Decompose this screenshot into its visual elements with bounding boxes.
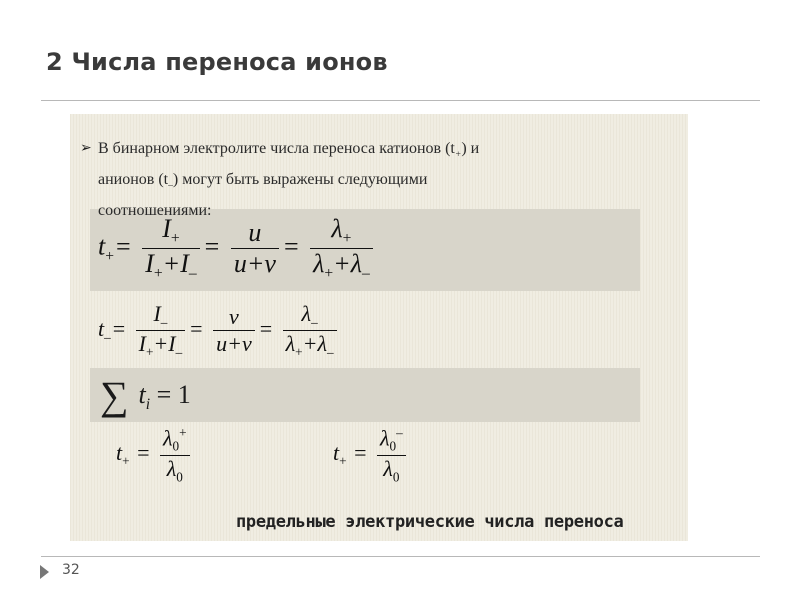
sigma-symbol: ∑ [100,373,129,418]
bottom-divider [41,556,760,557]
slide-title: 2 Числа переноса ионов [46,48,388,76]
sum-formula: ∑ $t_i = 1$ [100,373,191,418]
slide-arrow-icon [40,565,49,579]
bullet-line-3: соотношениями: [98,202,212,220]
limit-anion-formula: $t_+$ = $\frac{\lambda_0^-}{\lambda_0}$ [333,425,409,485]
transfer-number-anion-formula: $t_-=$ $\frac{I_-}{I_++I_-}$ = $\frac{v}{u+v}$ = $\frac{\lambda_-}{\lambda_++\lambda_-}$ [98,301,340,361]
transfer-number-cation-formula: $t_+=$ $\frac{I_+}{I_++I_-}$ = $\frac{u}{u+v}$ = $\frac{\lambda_+}{\lambda_++\lambda_-}$ [98,214,376,283]
bullet-line-2: анионов $(t_-)$ могут быть выражены следующими [98,171,428,192]
bullet-line-1: В бинарном электролите числа переноса катионов $(t_+)$ и [98,140,480,161]
limit-cation-formula: $t_+$ = $\frac{\lambda_0^+}{\lambda_0}$ [116,425,193,485]
page-number: 32 [62,562,80,578]
bullet-arrow-icon: ➢ [80,141,92,156]
top-divider [41,100,760,101]
limit-label: предельные электрические числа переноса [236,512,624,532]
bullet-paragraph [98,136,638,223]
